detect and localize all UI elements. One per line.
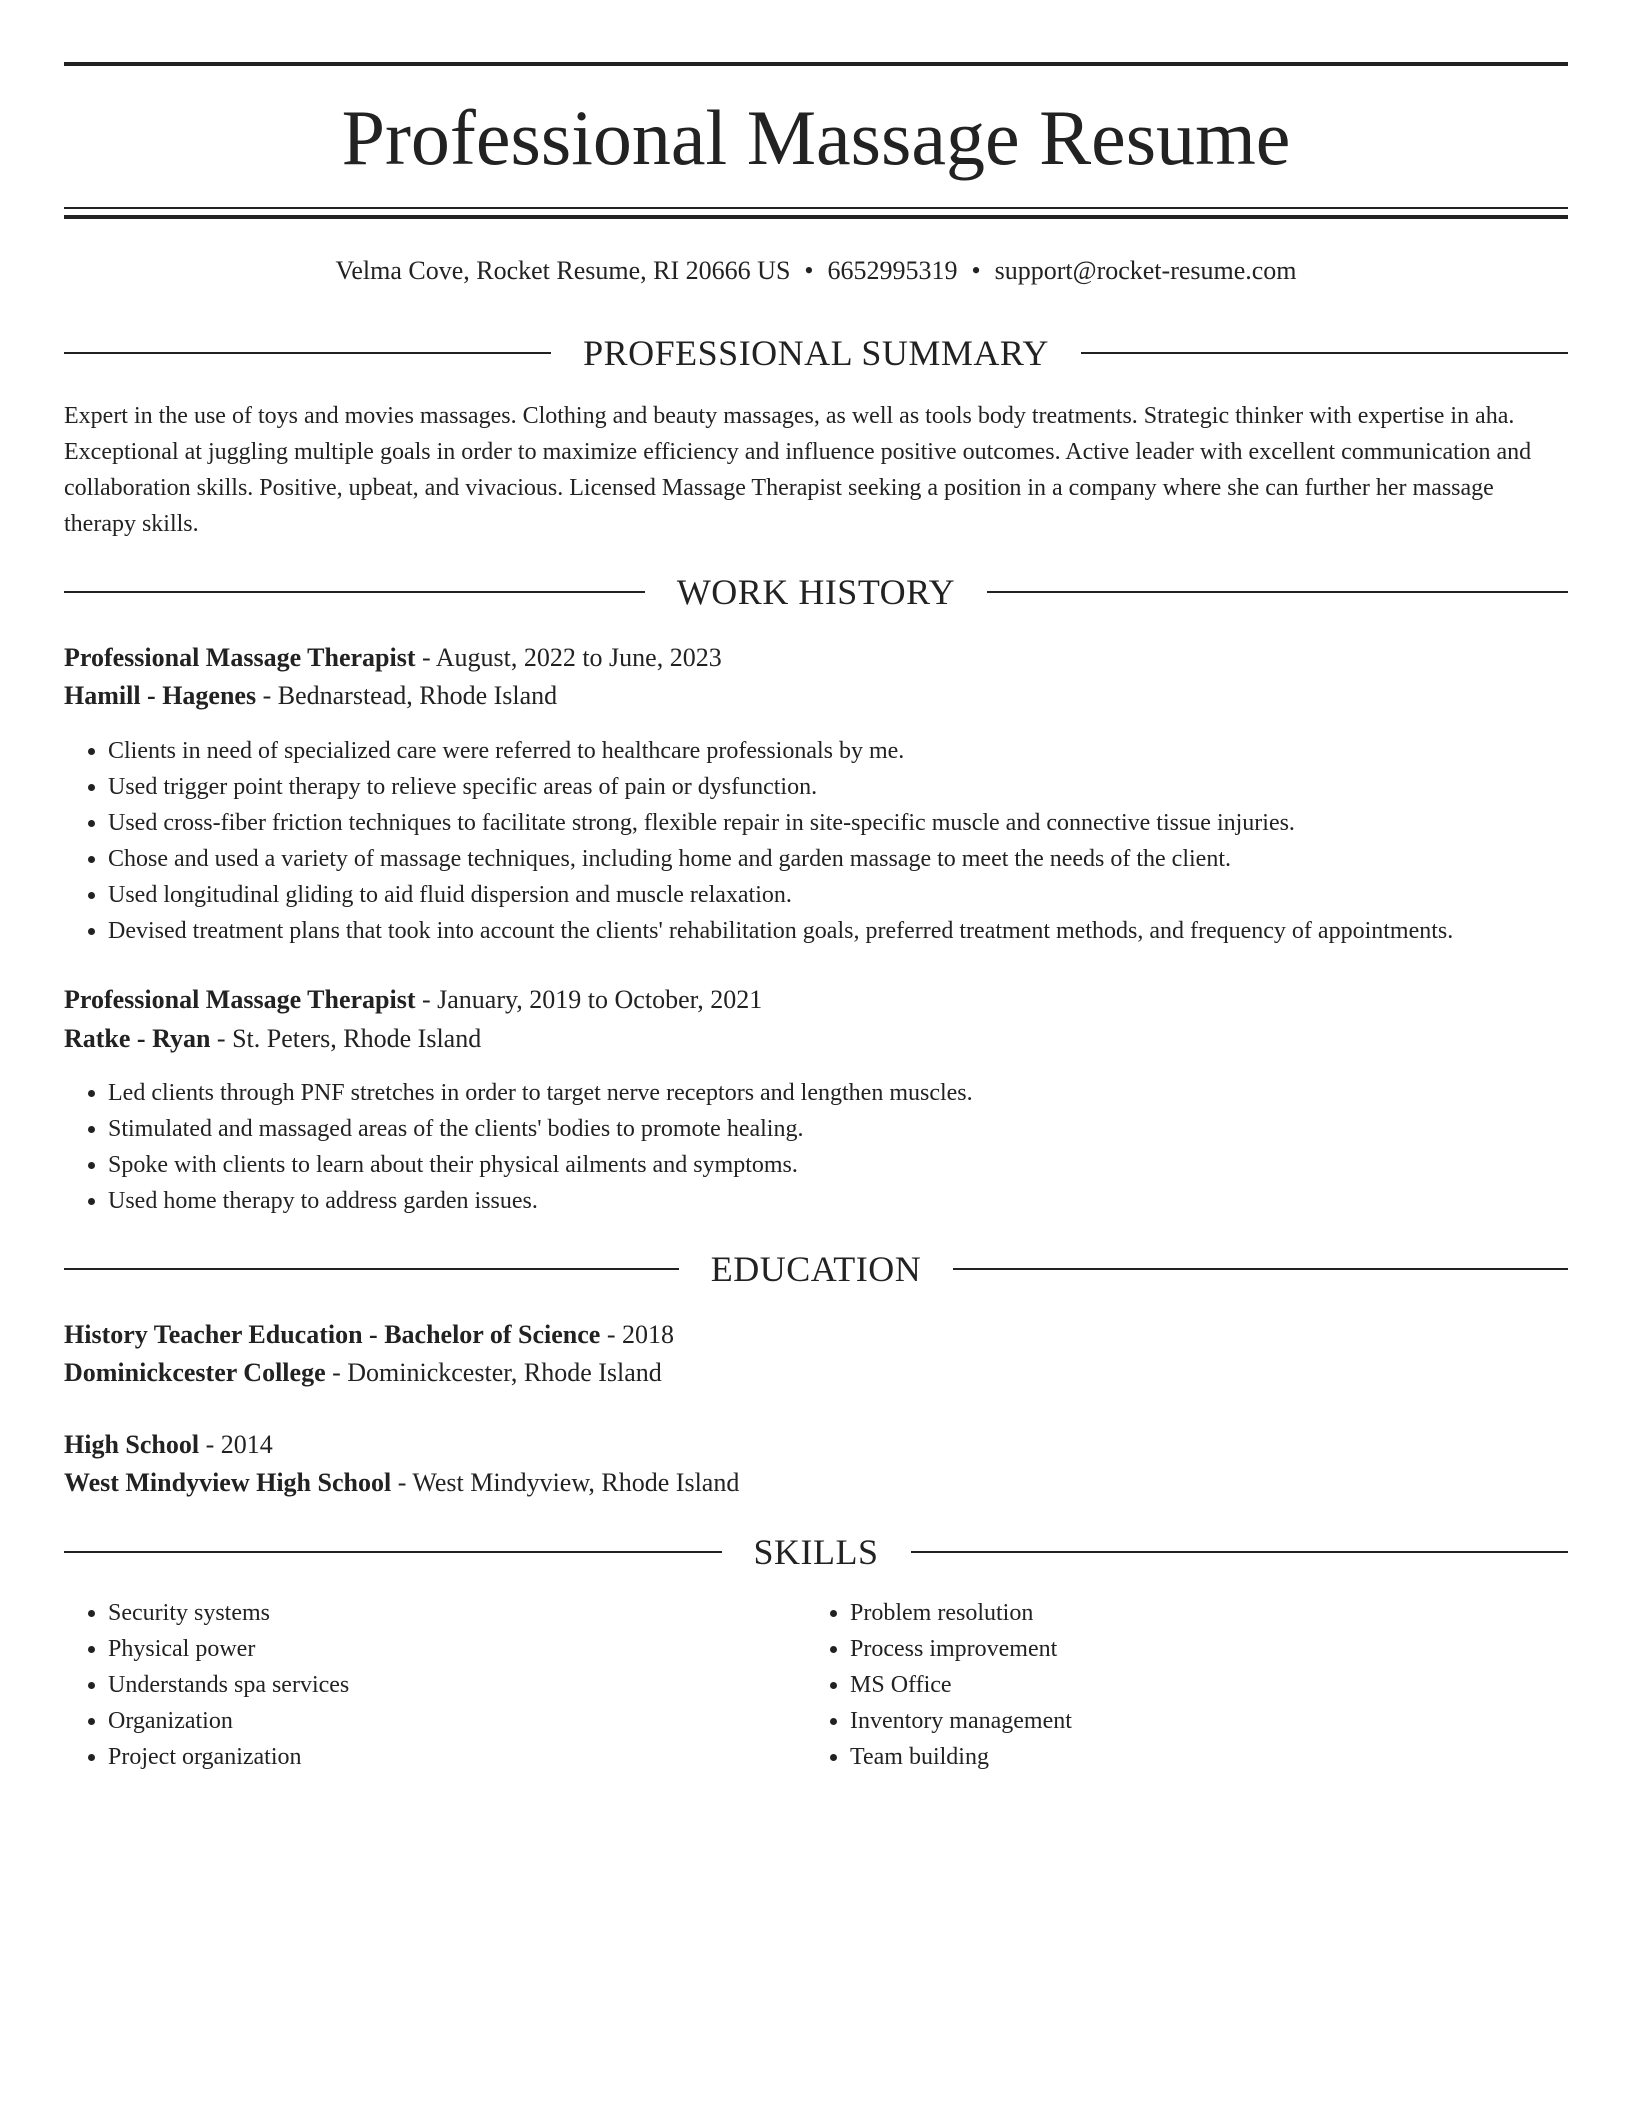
skill-item: • Process improvement: [850, 1631, 1550, 1667]
contact-email: support@rocket-resume.com: [994, 256, 1297, 285]
section-title: PROFESSIONAL SUMMARY: [583, 333, 1049, 373]
job-title: Professional Massage Therapist: [64, 985, 416, 1014]
education-location: - West Mindyview, Rhode Island: [397, 1468, 740, 1497]
heading-rule: [64, 1268, 679, 1270]
education-year: - 2014: [205, 1430, 273, 1459]
list-item: • Led clients through PNF stretches in order to target nerve receptors and lengthen muscles.: [108, 1075, 1568, 1111]
title-rule-thick: [64, 215, 1568, 219]
job-title-line: [64, 640, 1568, 676]
contact-address: Velma Cove, Rocket Resume, RI 20666 US: [335, 256, 791, 285]
education-school-line: [64, 1465, 1568, 1501]
education-year: - 2018: [606, 1320, 675, 1349]
skill-item: • MS Office: [850, 1667, 1550, 1703]
skill-item: • Team building: [850, 1739, 1550, 1775]
skill-item: • Security systems: [108, 1595, 808, 1631]
list-item: • Chose and used a variety of massage techniques, including home and garden massage to meet the needs of the client.: [108, 841, 1568, 877]
education-school: Dominickcester College: [64, 1358, 326, 1387]
skill-item: • Physical power: [108, 1631, 808, 1667]
heading-rule: [64, 352, 551, 354]
contact-separator: •: [971, 256, 981, 285]
job-location: - St. Peters, Rhode Island: [216, 1024, 482, 1053]
job-duties-list: [64, 1075, 1568, 1219]
contact-separator: •: [804, 256, 814, 285]
section-heading-skills: [64, 1530, 1568, 1574]
job-dates: - August, 2022 to June, 2023: [421, 643, 722, 672]
job-duties-list: [64, 733, 1568, 949]
skills-list-right: [806, 1595, 1550, 1775]
list-item: • Stimulated and massaged areas of the clients' bodies to promote healing.: [108, 1111, 1568, 1147]
education-degree: High School: [64, 1430, 200, 1459]
contact-phone: 6652995319: [827, 256, 958, 285]
resume-title: Professional Massage Resume: [341, 94, 1291, 181]
section-title: EDUCATION: [710, 1249, 922, 1289]
section-heading-summary: [64, 331, 1568, 375]
title-rule-thin: [64, 207, 1568, 209]
education-degree-line: [64, 1427, 1568, 1463]
section-title: WORK HISTORY: [676, 572, 956, 612]
contact-line: [64, 254, 1568, 288]
summary-text: Expert in the use of toys and movies massages. Clothing and beauty massages, as well as tools body treatments. Strategic thinker with expertise in aha. Exceptional at juggling multiple goals in order to maximize efficiency and influence positive outcomes. Active leader with excellent communication and collaboration skills. Positive, upbeat, and vivacious. Licensed Massage Therapist seeking a position in a company where she can further her massage therapy skills.: [64, 403, 1532, 537]
skill-item: • Understands spa services: [108, 1667, 808, 1703]
job-company: Ratke - Ryan: [64, 1024, 211, 1053]
list-item: • Used longitudinal gliding to aid fluid dispersion and muscle relaxation.: [108, 877, 1568, 913]
job-dates: - January, 2019 to October, 2021: [421, 985, 763, 1014]
skill-item: • Problem resolution: [850, 1595, 1550, 1631]
heading-rule: [64, 591, 645, 593]
section-title: SKILLS: [753, 1532, 879, 1572]
skill-item: • Organization: [108, 1703, 808, 1739]
skills-list-left: [64, 1595, 808, 1775]
job-title: Professional Massage Therapist: [64, 643, 416, 672]
education-school: West Mindyview High School: [64, 1468, 392, 1497]
list-item: • Spoke with clients to learn about their physical ailments and symptoms.: [108, 1147, 1568, 1183]
skill-item: • Inventory management: [850, 1703, 1550, 1739]
list-item: • Used cross-fiber friction techniques to facilitate strong, flexible repair in site-specific muscle and connective tissue injuries.: [108, 805, 1568, 841]
job-company-line: [64, 1021, 1568, 1057]
heading-rule: [1081, 352, 1568, 354]
job-title-line: [64, 982, 1568, 1018]
section-heading-education: [64, 1247, 1568, 1291]
heading-rule: [911, 1551, 1569, 1553]
education-location: - Dominickcester, Rhode Island: [332, 1358, 662, 1387]
heading-rule: [987, 591, 1568, 593]
section-heading-work-history: [64, 570, 1568, 614]
list-item: • Used home therapy to address garden issues.: [108, 1183, 1568, 1219]
education-degree-line: [64, 1317, 1568, 1353]
list-item: • Clients in need of specialized care were referred to healthcare professionals by me.: [108, 733, 1568, 769]
education-degree: History Teacher Education - Bachelor of Science: [64, 1320, 601, 1349]
list-item: • Used trigger point therapy to relieve specific areas of pain or dysfunction.: [108, 769, 1568, 805]
heading-rule: [953, 1268, 1568, 1270]
skill-item: • Project organization: [108, 1739, 808, 1775]
list-item: • Devised treatment plans that took into account the clients' rehabilitation goals, preferred treatment methods, and frequency of appointments.: [108, 913, 1568, 949]
education-school-line: [64, 1355, 1568, 1391]
heading-rule: [64, 1551, 722, 1553]
job-company-line: [64, 678, 1568, 714]
job-company: Hamill - Hagenes: [64, 681, 257, 710]
top-rule: [64, 62, 1568, 66]
job-location: - Bednarstead, Rhode Island: [262, 681, 558, 710]
